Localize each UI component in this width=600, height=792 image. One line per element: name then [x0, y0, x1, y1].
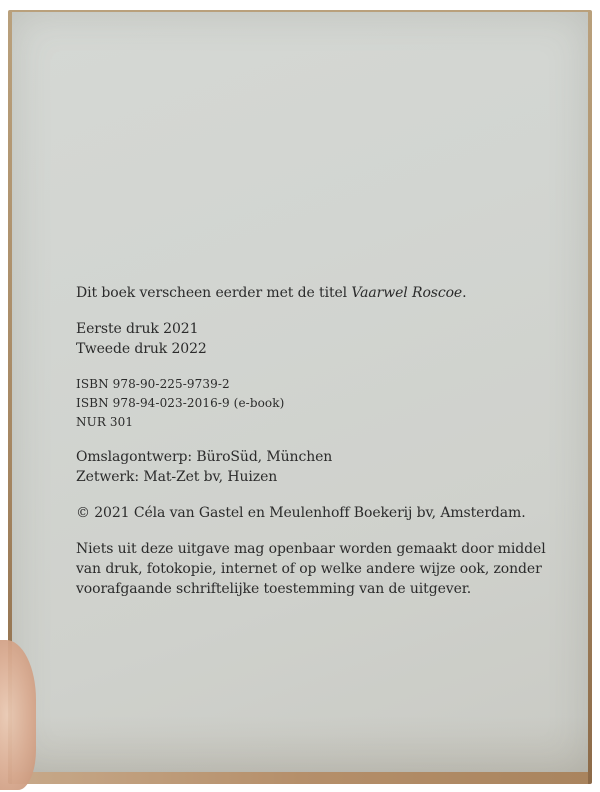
isbn-ebook: ISBN 978-94-023-2016-9 (e-book) [76, 396, 285, 410]
rights-line-1: Niets uit deze uitgave mag openbaar worden gemaakt door middel [76, 541, 546, 557]
rights-line-3: voorafgaande schriftelijke toestemming van de uitgever. [76, 581, 472, 597]
credits-group [76, 447, 576, 487]
previous-title-suffix: . [462, 285, 467, 301]
previous-title-line [76, 283, 576, 303]
first-print: Eerste druk 2021 [76, 321, 199, 337]
rights-line-2: van druk, fotokopie, internet of op welke andere wijze ook, zonder [76, 561, 542, 577]
page-bottom-edge [12, 772, 588, 784]
copyright-notice: © 2021 Céla van Gastel en Meulenhoff Boekerij bv, Amsterdam. [76, 505, 526, 521]
second-print: Tweede druk 2022 [76, 341, 207, 357]
previous-title-group [76, 283, 576, 303]
print-history-group [76, 319, 576, 359]
previous-title-prefix: Dit boek verscheen eerder met de titel [76, 285, 352, 301]
copyright-group [76, 503, 576, 523]
previous-title: Vaarwel Roscoe [351, 285, 463, 301]
isbn-group [76, 375, 576, 432]
isbn-print: ISBN 978-90-225-9739-2 [76, 377, 230, 391]
nur-code: NUR 301 [76, 415, 134, 429]
colophon-text [76, 283, 576, 615]
rights-group [76, 539, 576, 599]
typesetting-credit: Zetwerk: Mat-Zet bv, Huizen [76, 469, 278, 485]
cover-design-credit: Omslagontwerp: BüroSüd, München [76, 449, 333, 465]
